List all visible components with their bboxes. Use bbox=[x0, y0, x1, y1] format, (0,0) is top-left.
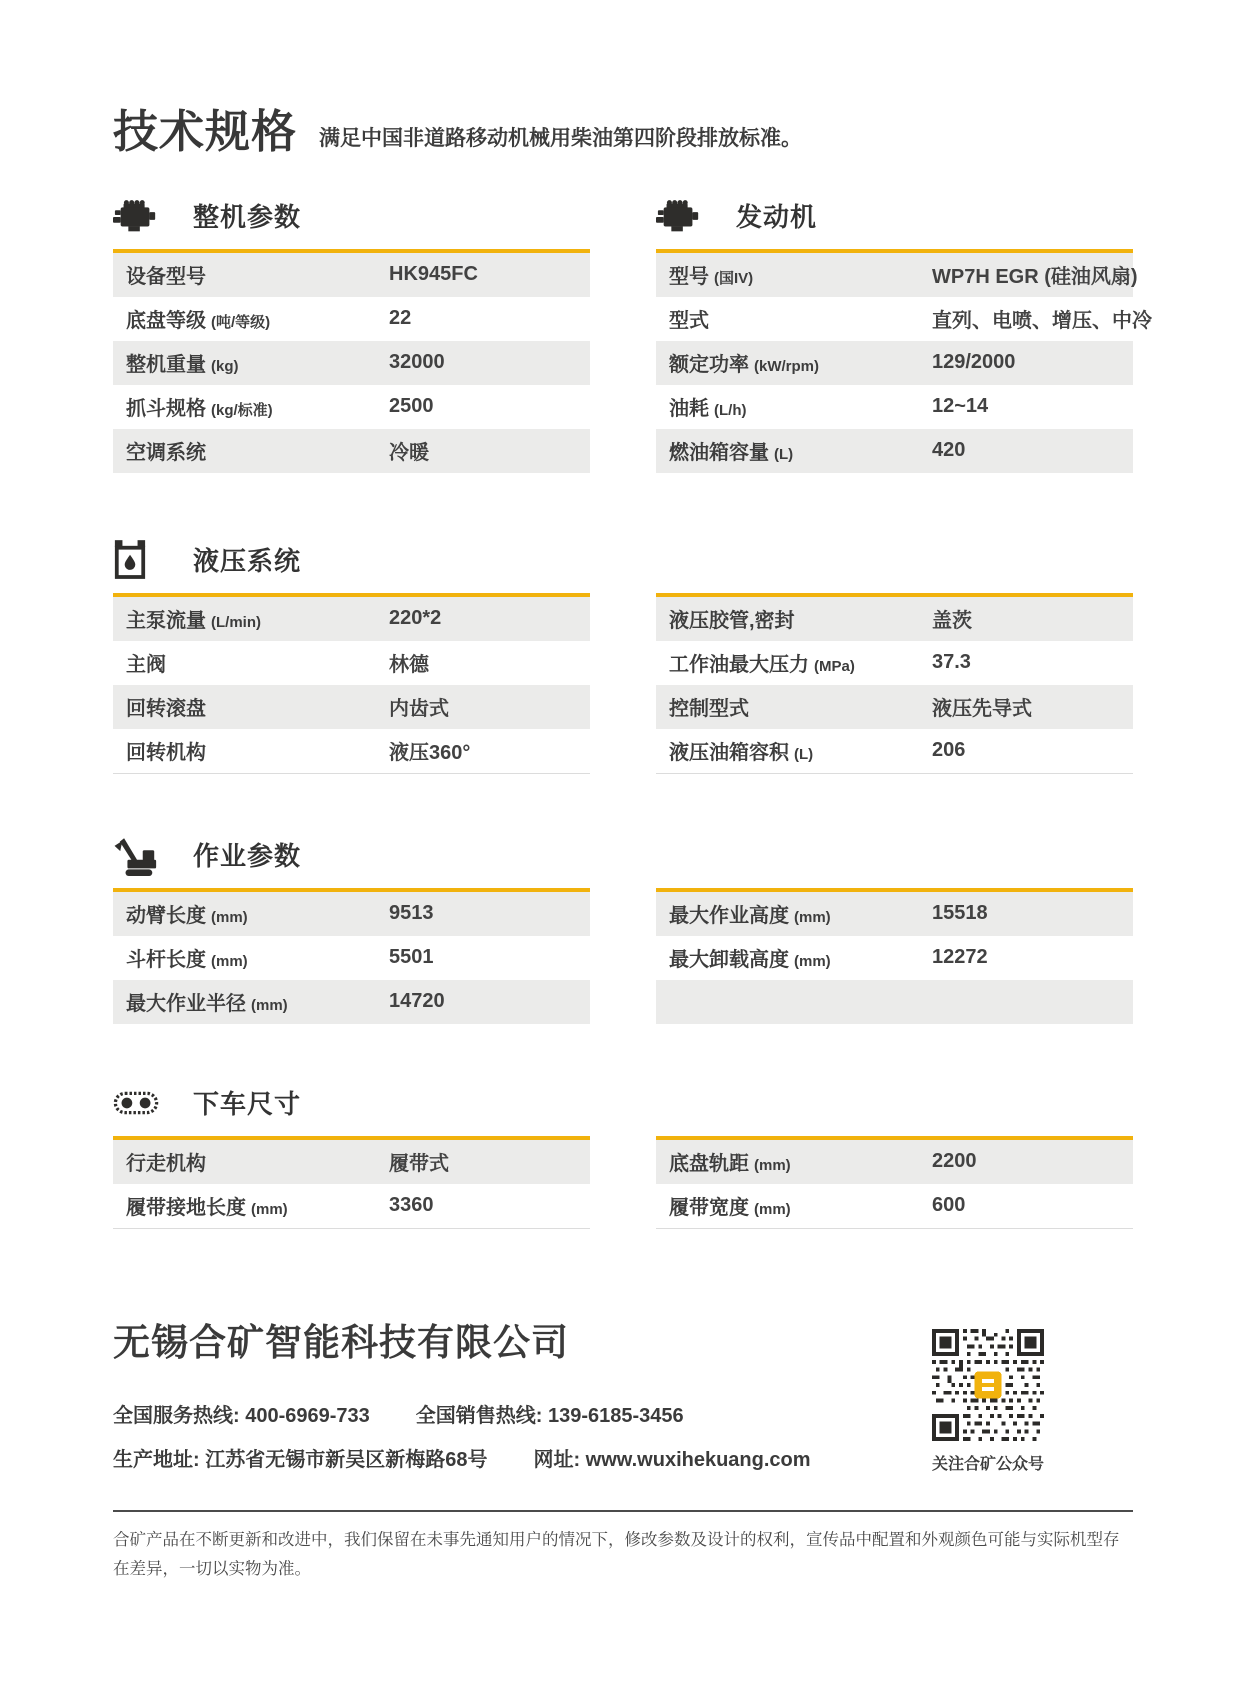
spec-unit: (L) bbox=[794, 746, 814, 764]
spec-label: 工作油最大压力 (MPa) bbox=[669, 654, 855, 677]
spec-value: 129/2000 bbox=[932, 351, 1016, 374]
disclaimer-text: 合矿产品在不断更新和改进中，我们保留在未事先通知用户的情况下，修改参数及设计的权利，宣传品中配置和外观颜色可能与实际机型存在差异，一切以实物为准。 bbox=[113, 1530, 1120, 1579]
section-undercarriage-title: 下车尺寸 bbox=[193, 1089, 302, 1120]
spec-label: 履带接地长度 (mm) bbox=[126, 1197, 288, 1220]
crawler-track-icon bbox=[113, 1089, 165, 1117]
spec-value: 5501 bbox=[389, 946, 434, 969]
section-working-header bbox=[113, 832, 1133, 878]
spec-unit: (mm) bbox=[794, 953, 831, 971]
page-subtitle: 满足中国非道路移动机械用柴油第四阶段排放标准。 bbox=[319, 126, 803, 150]
undercarriage-tables bbox=[113, 1136, 1133, 1229]
table-row-empty bbox=[656, 980, 1133, 1024]
spec-value: 206 bbox=[932, 739, 966, 762]
spec-value: 15518 bbox=[932, 902, 988, 925]
hydraulic-table-right bbox=[656, 593, 1133, 774]
spec-value: 履带式 bbox=[389, 1153, 449, 1176]
spec-value: 直列、电喷、增压、中冷 bbox=[932, 310, 1152, 333]
spec-unit: (MPa) bbox=[814, 658, 855, 676]
spec-value: 内齿式 bbox=[389, 698, 449, 721]
working-tables bbox=[113, 888, 1133, 1024]
table-row bbox=[656, 892, 1133, 936]
section-working-title: 作业参数 bbox=[193, 841, 302, 872]
hydraulic-table-left bbox=[113, 593, 590, 774]
spec-value: 32000 bbox=[389, 351, 445, 374]
address-line bbox=[113, 1443, 811, 1472]
excavator-icon bbox=[113, 833, 165, 877]
table-row bbox=[113, 429, 590, 473]
spec-value: 林德 bbox=[389, 654, 429, 677]
footer-divider bbox=[113, 1510, 1133, 1512]
spec-value: WP7H EGR (硅油风扇) bbox=[932, 266, 1138, 289]
spec-value: 3360 bbox=[389, 1194, 434, 1217]
spec-label: 控制型式 bbox=[669, 698, 749, 721]
section-hydraulic-header bbox=[113, 537, 1133, 583]
sales-hotline: 全国销售热线: 139-6185-3456 bbox=[415, 1405, 684, 1428]
spec-label: 最大作业半径 (mm) bbox=[126, 993, 288, 1016]
table-row bbox=[113, 1140, 590, 1184]
spec-unit: (kg/标准) bbox=[211, 402, 273, 420]
section-machine-title: 整机参数 bbox=[193, 202, 302, 233]
table-row bbox=[113, 253, 590, 297]
table-row bbox=[113, 641, 590, 685]
spec-label: 液压胶管,密封 bbox=[669, 610, 795, 633]
spec-label: 整机重量 (kg) bbox=[126, 354, 239, 377]
table-row bbox=[656, 936, 1133, 980]
oil-jug-icon bbox=[113, 538, 165, 582]
spec-unit: (mm) bbox=[794, 909, 831, 927]
spec-label: 主泵流量 (L/min) bbox=[126, 610, 261, 633]
company-name: 无锡合矿智能科技有限公司 bbox=[113, 1321, 569, 1363]
spec-label: 最大卸载高度 (mm) bbox=[669, 949, 831, 972]
spec-unit: (mm) bbox=[754, 1201, 791, 1219]
spec-label: 燃油箱容量 (L) bbox=[669, 442, 794, 465]
table-row bbox=[656, 341, 1133, 385]
table-row bbox=[113, 892, 590, 936]
spec-value: 冷暖 bbox=[389, 442, 429, 465]
section-engine-header bbox=[656, 193, 1133, 239]
spec-label: 行走机构 bbox=[126, 1153, 206, 1176]
spec-label: 主阀 bbox=[126, 654, 166, 677]
spec-unit: (mm) bbox=[211, 909, 248, 927]
spec-label: 履带宽度 (mm) bbox=[669, 1197, 791, 1220]
spec-unit: (L) bbox=[774, 446, 794, 464]
table-row bbox=[656, 1140, 1133, 1184]
service-hotline: 全国服务热线: 400-6969-733 bbox=[113, 1405, 370, 1428]
table-row bbox=[656, 1184, 1133, 1228]
spec-value: HK945FC bbox=[389, 263, 478, 286]
spec-value: 22 bbox=[389, 307, 412, 330]
table-row bbox=[113, 729, 590, 773]
qr-block bbox=[929, 1329, 1047, 1474]
spec-value: 14720 bbox=[389, 990, 445, 1013]
table-row bbox=[656, 685, 1133, 729]
working-table-left bbox=[113, 888, 590, 1024]
spec-unit: (L/min) bbox=[211, 614, 261, 632]
undercarriage-table-left bbox=[113, 1136, 590, 1229]
spec-unit: (吨/等级) bbox=[211, 314, 271, 332]
section-undercarriage bbox=[113, 1080, 1133, 1229]
factory-address: 生产地址: 江苏省无锡市新吴区新梅路68号 bbox=[113, 1449, 488, 1472]
table-row bbox=[656, 253, 1138, 297]
spec-unit: (mm) bbox=[251, 1201, 288, 1219]
spec-label: 底盘轨距 (mm) bbox=[669, 1153, 791, 1176]
table-row bbox=[113, 385, 590, 429]
page-title: 技术规格 bbox=[113, 106, 298, 157]
table-row bbox=[656, 297, 1152, 341]
spec-value: 420 bbox=[932, 439, 966, 462]
spec-value: 2200 bbox=[932, 1150, 977, 1173]
spec-label: 最大作业高度 (mm) bbox=[669, 905, 831, 928]
machine-table bbox=[113, 249, 590, 473]
engine-icon bbox=[656, 197, 708, 235]
spec-unit: (mm) bbox=[211, 953, 248, 971]
spec-label: 型号 (国IV) bbox=[669, 266, 754, 289]
spec-value: 220*2 bbox=[389, 607, 442, 630]
qr-code bbox=[932, 1329, 1044, 1441]
spec-value: 37.3 bbox=[932, 651, 971, 674]
section-engine-title: 发动机 bbox=[736, 202, 818, 233]
spec-value: 液压先导式 bbox=[932, 698, 1032, 721]
spec-unit: (mm) bbox=[754, 1157, 791, 1175]
spec-label: 斗杆长度 (mm) bbox=[126, 949, 248, 972]
spec-label: 回转机构 bbox=[126, 742, 206, 765]
spec-label: 空调系统 bbox=[126, 442, 206, 465]
table-row bbox=[656, 597, 1133, 641]
section-row-machine-engine bbox=[113, 193, 1152, 473]
spec-label: 型式 bbox=[669, 310, 709, 333]
spec-unit: (mm) bbox=[251, 997, 288, 1015]
table-row bbox=[113, 685, 590, 729]
spec-value: 9513 bbox=[389, 902, 434, 925]
section-engine bbox=[656, 193, 1152, 473]
spec-label: 设备型号 bbox=[126, 266, 206, 289]
doc-header bbox=[113, 108, 1133, 157]
spec-label: 液压油箱容积 (L) bbox=[669, 742, 814, 765]
footer-contact-block bbox=[113, 1323, 811, 1474]
section-hydraulic-title: 液压系统 bbox=[193, 546, 302, 577]
section-machine bbox=[113, 193, 590, 473]
page-content bbox=[113, 0, 1152, 1585]
table-row bbox=[656, 641, 1133, 685]
spec-label: 抓斗规格 (kg/标准) bbox=[126, 398, 273, 421]
website: 网址: www.wuxihekuang.com bbox=[533, 1449, 811, 1472]
hydraulic-tables bbox=[113, 593, 1133, 774]
table-row bbox=[113, 597, 590, 641]
engine-icon bbox=[113, 197, 165, 235]
table-row bbox=[113, 980, 590, 1024]
table-row bbox=[656, 385, 1133, 429]
table-row bbox=[113, 936, 590, 980]
working-table-right bbox=[656, 888, 1133, 1024]
section-undercarriage-header bbox=[113, 1080, 1133, 1126]
spec-unit: (kW/rpm) bbox=[754, 358, 819, 376]
spec-value: 盖茨 bbox=[932, 610, 972, 633]
table-row bbox=[656, 729, 1133, 773]
spec-value: 2500 bbox=[389, 395, 434, 418]
spec-label: 底盘等级 (吨/等级) bbox=[126, 310, 271, 333]
spec-label: 动臂长度 (mm) bbox=[126, 905, 248, 928]
spec-label bbox=[669, 990, 932, 1013]
spec-label: 油耗 (L/h) bbox=[669, 398, 747, 421]
section-working bbox=[113, 832, 1133, 1024]
table-row bbox=[113, 297, 590, 341]
spec-label: 回转滚盘 bbox=[126, 698, 206, 721]
spec-value: 12272 bbox=[932, 946, 988, 969]
spec-unit: (L/h) bbox=[714, 402, 747, 420]
section-machine-header bbox=[113, 193, 590, 239]
table-row bbox=[656, 429, 1133, 473]
qr-caption: 关注合矿公众号 bbox=[931, 1455, 1044, 1473]
table-row bbox=[113, 1184, 590, 1228]
spec-value: 12~14 bbox=[932, 395, 989, 418]
hotline-line bbox=[113, 1399, 811, 1428]
table-row bbox=[113, 341, 590, 385]
footer bbox=[113, 1323, 1133, 1474]
undercarriage-table-right bbox=[656, 1136, 1133, 1229]
spec-value: 600 bbox=[932, 1194, 966, 1217]
spec-value: 液压360° bbox=[389, 742, 471, 765]
spec-unit: (国IV) bbox=[714, 270, 754, 288]
engine-table bbox=[656, 249, 1152, 473]
section-hydraulic bbox=[113, 537, 1133, 774]
spec-unit: (kg) bbox=[211, 358, 239, 376]
spec-label: 额定功率 (kW/rpm) bbox=[669, 354, 819, 377]
